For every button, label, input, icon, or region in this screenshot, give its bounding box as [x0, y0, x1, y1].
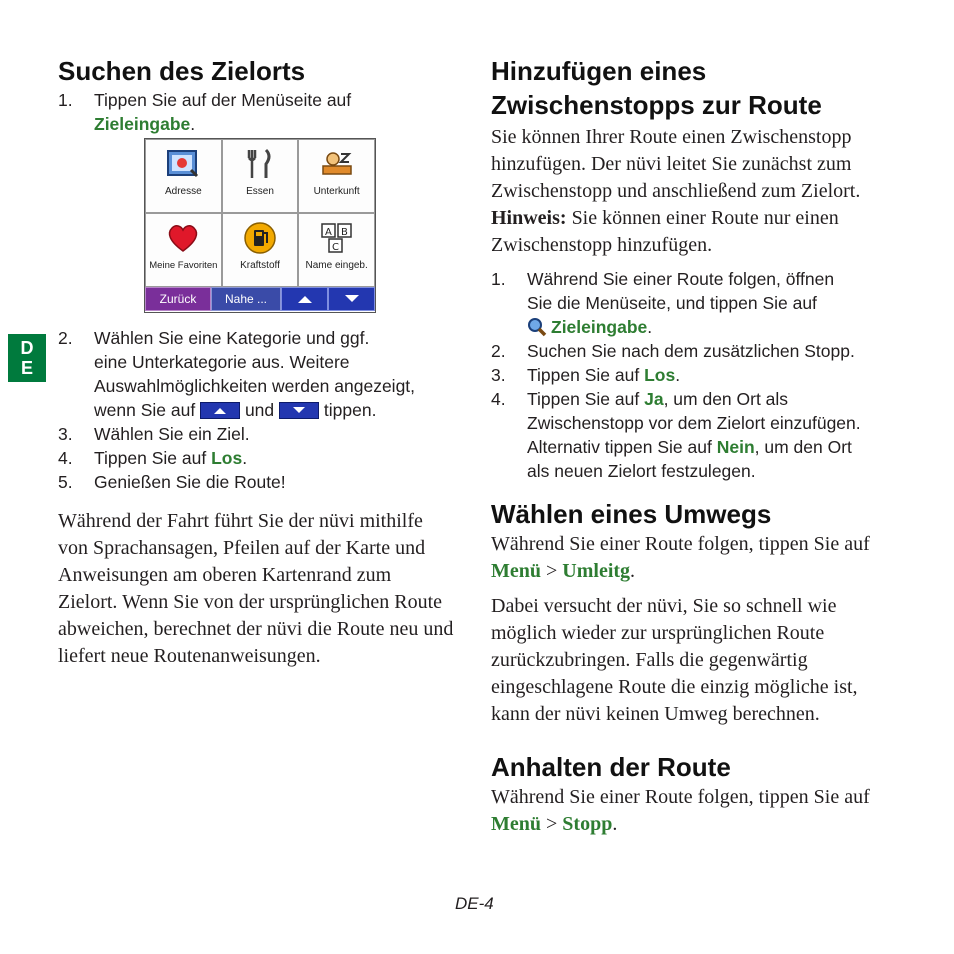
link-los: Los	[211, 448, 243, 468]
tab-letter-1: D	[20, 338, 34, 358]
search-step-1	[58, 88, 468, 136]
tile-adresse	[145, 139, 222, 213]
step-text: Tippen Sie auf	[94, 448, 207, 468]
step-number: 2.	[491, 341, 506, 361]
category-grid	[145, 139, 375, 287]
left-column	[58, 54, 468, 136]
paragraph-line: Dabei versucht der nüvi, Sie so schnell wie	[491, 595, 837, 617]
waypoint-step-1	[491, 267, 901, 339]
tile-label: Meine Favoriten	[149, 260, 218, 271]
search-step-2	[58, 326, 468, 422]
note-label: Hinweis:	[491, 207, 567, 229]
arrow-up-icon	[213, 406, 227, 415]
section-title-stop: Anhalten der Route	[491, 752, 731, 782]
driving-paragraph	[58, 508, 468, 670]
step-line: Auswahlmöglichkeiten werden angezeigt,	[94, 376, 416, 396]
fuel-icon	[242, 220, 278, 256]
step-number: 2.	[58, 328, 73, 348]
step-end: .	[647, 317, 653, 337]
device-screenshot	[144, 138, 376, 313]
step-number: 3.	[58, 424, 73, 444]
intro-line: Sie können Ihrer Route einen Zwischenstopp	[491, 126, 852, 148]
link-menu: Menü	[491, 560, 541, 582]
waypoint-step-3	[491, 363, 901, 387]
paragraph-line: zurückzubringen. Falls die gegenwärtig	[491, 649, 808, 671]
link-menu: Menü	[491, 813, 541, 835]
arrow-down-icon	[344, 294, 360, 304]
link-umleitg: Umleitg	[562, 560, 631, 582]
tile-label: Unterkunft	[313, 186, 360, 197]
step-number: 4.	[491, 389, 506, 409]
magnifier-icon	[527, 317, 547, 337]
title-line: Zwischenstopps zur Route	[491, 90, 822, 120]
arrow-up-icon	[297, 294, 313, 304]
tile-unterkunft	[298, 139, 375, 213]
section-title-waypoint	[491, 54, 901, 122]
search-steps-b	[58, 326, 468, 494]
step-text: , um den Ort	[754, 437, 852, 457]
paragraph-line: möglich wieder zur ursprünglichen Route	[491, 622, 825, 644]
step-number: 1.	[491, 269, 506, 289]
fork-knife-icon	[242, 146, 278, 182]
step-line: Sie die Menüseite, und tippen Sie auf	[527, 293, 817, 313]
step-text: Wählen Sie ein Ziel.	[94, 424, 250, 444]
tile-essen	[222, 139, 299, 213]
device-button-bar	[145, 287, 375, 311]
step-line: eine Unterkategorie aus. Weitere	[94, 352, 350, 372]
step-end: .	[242, 448, 248, 468]
svg-text:A: A	[324, 227, 332, 238]
link-ja: Ja	[644, 389, 664, 409]
link-stopp: Stopp	[562, 813, 613, 835]
step-text: Suchen Sie nach dem zusätzlichen Stopp.	[527, 341, 855, 361]
search-step-4	[58, 446, 468, 470]
separator: >	[541, 813, 563, 835]
paragraph-line: kann der nüvi keinen Umweg berechnen.	[491, 703, 820, 725]
right-column	[491, 54, 901, 838]
sentence-end: .	[612, 813, 618, 835]
paragraph-line: von Sprachansagen, Pfeilen auf der Karte und	[58, 537, 426, 559]
paragraph-line: abweichen, berechnet der nüvi die Route neu und	[58, 618, 454, 640]
tile-label: Adresse	[164, 186, 202, 197]
tile-label: Essen	[246, 186, 274, 197]
svg-text:C: C	[331, 242, 339, 253]
step-text: Tippen Sie auf	[527, 365, 640, 385]
stop-instruction	[491, 784, 901, 838]
waypoint-intro	[491, 124, 901, 259]
step-number: 3.	[491, 365, 506, 385]
paragraph-line: Zielort. Wenn Sie von der ursprünglichen Route	[58, 591, 443, 613]
tile-kraftstoff	[222, 213, 299, 287]
step-line: Während Sie einer Route folgen, öffnen	[527, 269, 835, 289]
waypoint-step-4	[491, 387, 901, 483]
step-end: .	[675, 365, 681, 385]
waypoint-steps	[491, 267, 901, 483]
paragraph-line: Während der Fahrt führt Sie der nüvi mithilfe	[58, 510, 423, 532]
search-steps-a	[58, 88, 468, 136]
step-line: Wählen Sie eine Kategorie und ggf.	[94, 328, 370, 348]
device-near-button: Nahe ...	[211, 287, 281, 311]
tile-label: Name eingeb.	[305, 260, 368, 271]
arrow-down-icon	[292, 406, 306, 415]
intro-line: Zwischenstopp und anschließend zum Zielort.	[491, 180, 861, 202]
step-text: Tippen Sie auf	[527, 389, 640, 409]
lodging-icon	[319, 146, 355, 182]
link-zieleingabe: Zieleingabe	[551, 317, 648, 337]
step-number: 1.	[58, 90, 73, 110]
language-tab	[8, 334, 46, 382]
instruction-line: Während Sie einer Route folgen, tippen Sie auf	[491, 786, 870, 808]
step-number: 4.	[58, 448, 73, 468]
link-nein: Nein	[716, 437, 755, 457]
step-text: Tippen Sie auf der Menüseite auf	[94, 90, 352, 110]
detour-instruction	[491, 531, 901, 585]
paragraph-line: Anweisungen am oberen Kartenrand zum	[58, 564, 392, 586]
sentence-end: .	[630, 560, 636, 582]
paragraph-line: liefert neue Routenanweisungen.	[58, 645, 321, 667]
step-text: Alternativ tippen Sie auf	[527, 437, 712, 457]
paragraph-line: eingeschlagene Route die einzig mögliche ist,	[491, 676, 858, 698]
step-text: wenn Sie auf	[94, 400, 196, 420]
search-step-5	[58, 470, 468, 494]
inline-up-button-image	[200, 402, 240, 419]
inline-down-button-image	[279, 402, 319, 419]
step-end: .	[190, 114, 196, 134]
separator: >	[541, 560, 563, 582]
step-text: und	[244, 400, 275, 420]
note-text: Zwischenstopp hinzufügen.	[491, 234, 713, 256]
search-step-3	[58, 422, 468, 446]
step-line: Zwischenstopp vor dem Zielort einzufügen.	[527, 413, 861, 433]
section-title-detour: Wählen eines Umwegs	[491, 499, 772, 529]
waypoint-step-2	[491, 339, 901, 363]
keyboard-abc-icon	[319, 220, 355, 256]
step-line: als neuen Zielort festzulegen.	[527, 461, 756, 481]
tile-favoriten	[145, 213, 222, 287]
tile-label: Kraftstoff	[240, 260, 280, 271]
step-text: , um den Ort als	[663, 389, 789, 409]
link-los: Los	[644, 365, 676, 385]
section-title-search: Suchen des Zielorts	[58, 56, 306, 86]
step-text: tippen.	[323, 400, 377, 420]
intro-line: hinzufügen. Der nüvi leitet Sie zunächst zum	[491, 153, 852, 175]
heart-icon	[165, 220, 201, 256]
title-line: Hinzufügen eines	[491, 56, 707, 86]
note-text: Sie können einer Route nur einen	[571, 207, 839, 229]
device-down-button	[328, 287, 375, 311]
tile-name-eingeben	[298, 213, 375, 287]
detour-paragraph	[491, 593, 901, 728]
instruction-line: Während Sie einer Route folgen, tippen Sie auf	[491, 533, 870, 555]
link-zieleingabe: Zieleingabe	[94, 114, 191, 134]
address-icon	[165, 146, 201, 182]
step-text: Genießen Sie die Route!	[94, 472, 286, 492]
step-number: 5.	[58, 472, 73, 492]
left-column-lower	[58, 326, 468, 670]
tab-letter-2: E	[20, 358, 33, 378]
svg-text:B: B	[340, 227, 348, 238]
device-back-button: Zurück	[145, 287, 211, 311]
device-up-button	[281, 287, 328, 311]
page-number: DE-4	[455, 894, 494, 913]
